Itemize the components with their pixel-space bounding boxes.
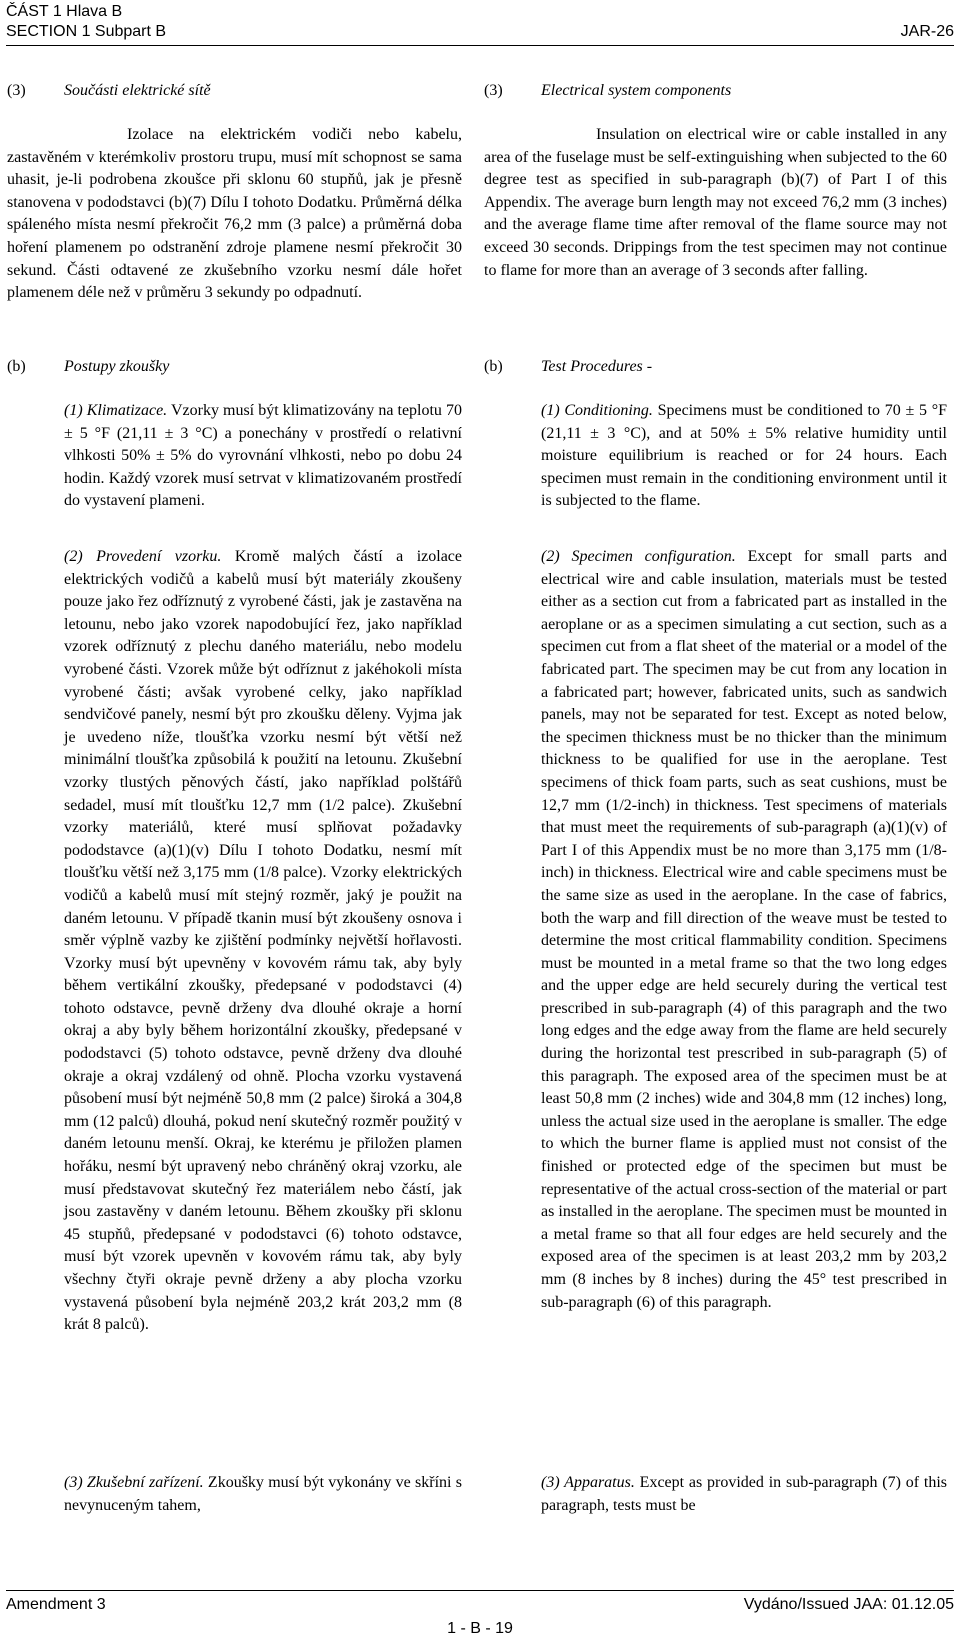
cz-p1-body: Vzorky musí být klimatizovány na teplotu 70 ± 5 °F (21,11 ± 3 °C) a ponechány v prostředí o relativní vlhkosti 50% ± 5% do vyrovnání vlhkosti, nebo po dobu 24 hodin. Každý vzorek musí setrvat v klimatizovaném prostředí do vystavení plameni. — [64, 402, 463, 510]
page-header — [6, 2, 954, 44]
cz-b-number: (b) — [7, 358, 26, 375]
en-p1-body: Specimens must be conditioned to 70 ± 5 °F (21,11 ± 3 °C), and at 50% ± 5% relative humidity until moisture equilibrium is reached or for 24 hours. Each specimen must remain in the conditioning environment until it is subjected to the flame. — [541, 402, 947, 510]
en-b-title: Test Procedures - — [541, 358, 653, 375]
cz-p2-heading: (2) Provedení vzorku. — [64, 548, 222, 565]
en-b-number: (b) — [484, 358, 503, 375]
en-p3-body: Except as provided in sub-paragraph (7) of this paragraph, tests must be — [541, 1474, 948, 1514]
cz-paragraph-3 — [64, 1472, 462, 1517]
cz-p3-heading: (3) Zkušební zařízení. — [64, 1474, 204, 1491]
header-section-titles — [6, 2, 166, 42]
cz-p1-heading: (1) Klimatizace. — [64, 402, 168, 419]
en-p2-body: Except for small parts and electrical wire and cable insulation, materials must be tested either as a section cut from a fabricated part as installed in the aeroplane or as a specimen simulating a cut section, such as a specimen cut from a flat sheet of the material or a model of the fabricated part. The specimen may be cut from any location in a fabricated part; however, fabricated units, such as sandwich panels, may not be separated for test. Except as noted below, the specimen thickness must be no thicker than the minimum thickness to be qualified for use in the aeroplane. Test specimens of thick foam parts, such as seat cushions, must be 12,7 mm (1/2-inch) in thickness. Test specimens of materials that must meet the requirements of sub-paragraph (a)(1)(v) of Part I of this Appendix must be no more than 3,175 mm (1/8-inch) in thickness. Electrical wire and cable specimens must be the same size as used in the aeroplane. In the case of fabrics, both the warp and fill direction of the weave must be tested to determine the most critical flammability condition. Specimens must be mounted in a metal frame so that the two long edges and the upper edge are held securely during the vertical test prescribed in sub-paragraph (4) of this paragraph and the two long edges and the edge away from the flame are held securely during the horizontal test prescribed in sub-paragraph (5) of this paragraph. The exposed area of the specimen must be at least 50,8 mm (2 inches) wide and 304,8 mm (12 inches) long, unless the actual size used in the aeroplane is smaller. The edge to which the burner flame is applied must not consist of the finished or protected edge of the specimen but must be representative of the actual cross-section of the material or part as installed in the aeroplane. The specimen must be mounted in a metal frame so that all four edges are held securely and the exposed area of the specimen is at least 203,2 mm by 203,2 mm (8 inches by 8 inches) during the 45° test prescribed in sub-paragraph (6) of this paragraph. — [541, 548, 947, 1311]
page-footer — [6, 1590, 954, 1643]
footer-rule — [6, 1590, 954, 1591]
page-number: 1 - B - 19 — [447, 1620, 513, 1637]
cz-section-3-body: Izolace na elektrickém vodiči nebo kabelu, zastavěném v kterémkoliv prostoru trupu, musí mít schopnost se sama uhasit, je-li podrobena zkoušce při sklonu 60 stupňů, jak je přesně stanovena v pododstavci (b)(7) Dílu I tohoto Dodatku. Průměrná délka spáleného místa nesmí překročit 76,2 mm (3 palce) a průměrná doba hoření plamenem po odstranění zdroje plamene nesmí překročit 30 sekund. Části odtavené ze zkušebního vzorku nesmí dále hořet plamenem déle než v průměru 3 sekundy po odpadnutí. — [7, 126, 462, 302]
header-doc-id: JAR-26 — [900, 23, 954, 40]
en-section-3-body: Insulation on electrical wire or cable installed in any area of the fuselage must be self-extinguishing when subjected to the 60 degree test as specified in sub-paragraph (b)(7) of Part I of this Appendix. The average burn length may not exceed 76,2 mm (3 inches) and the average flame time after removal of the flame source may not exceed 30 seconds. Drippings from the test specimen may not continue to flame for more than an average of 3 seconds after falling. — [484, 126, 947, 279]
cz-section-3-number: (3) — [7, 82, 26, 99]
cz-b-title: Postupy zkoušky — [64, 358, 170, 375]
en-section-3-number: (3) — [484, 82, 503, 99]
header-part-cz: ČÁST 1 Hlava B — [6, 3, 123, 20]
header-part-en: SECTION 1 Subpart B — [6, 23, 167, 40]
en-section-3-title: Electrical system components — [541, 82, 732, 99]
cz-section-3-title: Součásti elektrické sítě — [64, 82, 211, 99]
footer-amendment: Amendment 3 — [6, 1596, 106, 1613]
header-rule — [6, 45, 954, 46]
cz-p2-body: Kromě malých částí a izolace elektrických vodičů a kabelů musí být materiály zkoušeny pouze jako řez odříznutý z vyrobené části, jak je zastavěna na letounu, nebo jako vzorek napodobující řez, jako například vzorek odříznutý z plechu daného materiálu, nebo modelu vyrobené části. Vzorek může být odříznut z jakéhokoli místa vyrobené části; avšak vyrobené celky, jako například sendvičové panely, nesmí být pro zkoušku děleny. Vyjma jak je uvedeno níže, tloušťka vzorku nesmí být větší než minimální tloušťka způsobilá k použití na letounu. Zkušební vzorky tlustých pěnových částí, jako například polštářů sedadel, musí mít tloušťku 12,7 mm (1/2 palce). Zkušební vzorky materiálů, které musí splňovat požadavky pododstavce (a)(1)(v) Dílu I tohoto Dodatku, nesmí mít tloušťku větší než 3,175 mm (1/8 palce). Vzorky elektrických vodičů a kabelů musí mít stejný rozměr, jaký je použit na daném letounu. V případě tkanin musí být zkoušeny osnova i směr výplně vazby ke zjištění podmínky největší hořlavosti. Vzorky musí být upevněny v kovovém rámu tak, aby byly během vertikální zkoušky, předepsané v pododstavci (4) tohoto odstavce, pevně drženy dva dlouhé okraje a horní okraj a aby byly během horizontální zkoušky, předepsané v pododstavci (5) tohoto odstavce, pevně drženy dva dlouhé okraje a okraj vzdálený od ohně. Plocha vzorku vystavená působení musí být nejméně 50,8 mm (2 palce) široká a 304,8 mm (12 palců) dlouhá, pokud není skutečný rozměr použitý v daném letounu menší. Okraj, ke kterému je přiložen plamen hořáku, nesmí být upravený nebo chráněný okraj vzorku, ale musí představovat skutečný řez materiálem nebo částí, jak jsou zastavěny v daném letounu. Během zkoušky při sklonu 45 stupňů, předepsané v pododstavci (6) tohoto odstavce, musí být vzorek upevněn v kovovém rámu tak, aby byly všechny čtyři okraje pevně drženy a aby plocha vzorku vystavená působení byla nejméně 203,2 krát 203,2 mm (8 krát 8 palců). — [64, 548, 462, 1334]
footer-issued-date: Vydáno/Issued JAA: 01.12.05 — [743, 1596, 954, 1613]
en-p2-heading: (2) Specimen configuration. — [541, 548, 736, 565]
en-paragraph-3 — [541, 1472, 947, 1517]
en-paragraph-2 — [541, 546, 947, 1314]
cz-paragraph-1 — [64, 400, 462, 513]
cz-paragraph-2 — [64, 546, 462, 1337]
en-p1-heading: (1) Conditioning. — [541, 402, 653, 419]
en-p3-heading: (3) Apparatus. — [541, 1474, 635, 1491]
en-paragraph-1 — [541, 400, 947, 513]
cz-p3-body: Zkoušky musí být vykonány ve skříni s nevynuceným tahem, — [64, 1474, 463, 1514]
